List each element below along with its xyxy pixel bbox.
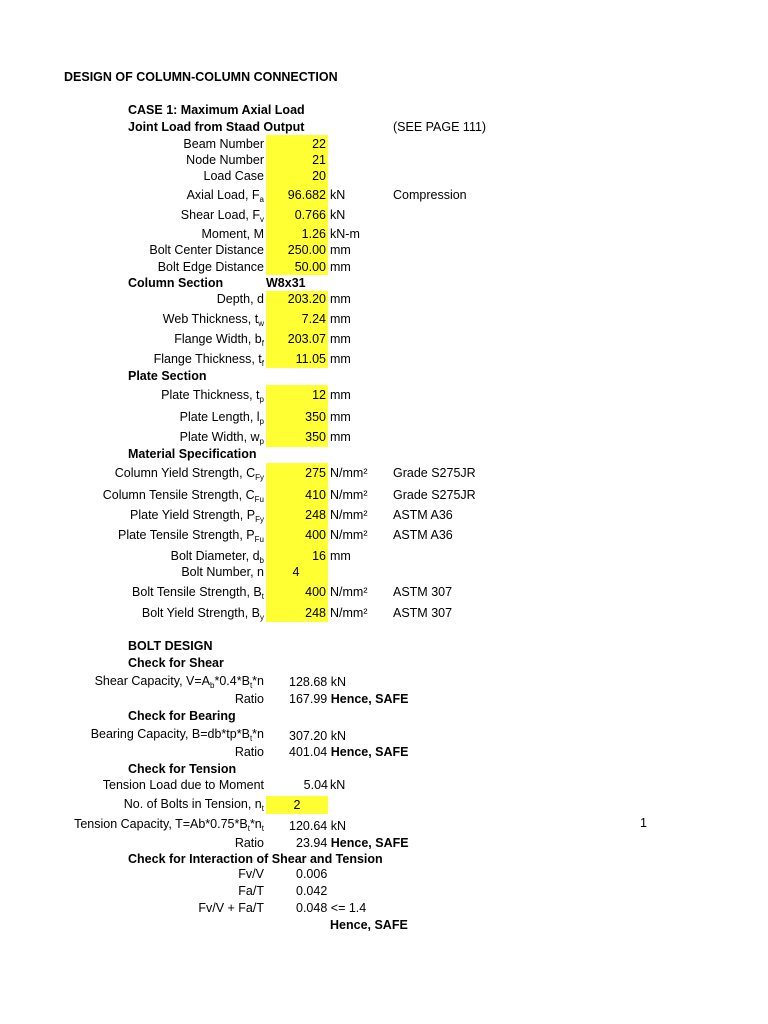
material-row-label: Plate Tensile Strength, $P_{Fu}$ [117, 528, 264, 544]
material-row-value[interactable]: 410 [305, 488, 326, 502]
material-row-label: Bolt Yield Strength, $B_y$ [141, 606, 264, 622]
plate-heading: Plate Section [128, 369, 207, 383]
see-page-note: (SEE PAGE 111) [393, 120, 487, 134]
interaction-value: 0.042 [296, 884, 328, 898]
material-row-note: ASTM A36 [393, 528, 453, 542]
interaction-value: 0.006 [296, 867, 328, 881]
material-row-label: Column Yield Strength, $C_{Fy}$ [114, 466, 264, 482]
joint-row-note: Compression [393, 188, 467, 202]
column-row-label: Flange Width, $b_f$ [174, 332, 264, 348]
column-row-unit: mm [330, 292, 351, 306]
column-row-value[interactable]: 203.07 [287, 332, 326, 346]
column-section-name: W8x31 [266, 276, 306, 290]
final-result: Hence, SAFE [330, 918, 408, 932]
material-row-label: Bolt Number, n [181, 565, 264, 579]
tension-ratio-value: 23.94 Hence, SAFE [296, 836, 409, 850]
material-row-value[interactable]: 400 [305, 585, 326, 599]
material-row-value[interactable]: 248 [305, 606, 326, 620]
material-row-label: Plate Yield Strength, $P_{Fy}$ [130, 508, 264, 524]
joint-row-label: Beam Number [183, 137, 264, 151]
joint-row-label: Bolt Center Distance [149, 243, 264, 257]
material-row-unit: N/mm² [330, 606, 368, 620]
tension-ratio-label: Ratio [234, 836, 264, 850]
shear-capacity-value: 128.68 kN [289, 675, 346, 689]
plate-row-unit: mm [330, 410, 351, 424]
column-row-label: Flange Thickness, $t_f$ [153, 352, 264, 368]
bearing-ratio-label: Ratio [234, 745, 264, 759]
tension-result: Hence, SAFE [330, 836, 409, 850]
column-row-unit: mm [330, 352, 351, 366]
interaction-label: Fa/T [238, 884, 264, 898]
column-row-value[interactable]: 203.20 [287, 292, 326, 306]
joint-row-value[interactable]: 96.682 [287, 188, 326, 202]
joint-row-unit: kN [330, 208, 346, 222]
plate-row-label: Plate Width, $w_p$ [179, 430, 264, 446]
column-heading: Column Section [128, 276, 224, 290]
joint-row-value[interactable]: 0.766 [294, 208, 326, 222]
joint-heading: Joint Load from Staad Output [128, 120, 305, 134]
material-row-label: Bolt Diameter, $d_b$ [170, 549, 264, 565]
shear-ratio-value: 167.99 Hence, SAFE [289, 692, 409, 706]
plate-row-value[interactable]: 12 [312, 388, 326, 402]
plate-row-label: Plate Thickness, $t_p$ [161, 388, 264, 404]
joint-row-unit: kN-m [330, 227, 360, 241]
column-row-value[interactable]: 7.24 [301, 312, 326, 326]
plate-row-label: Plate Length, $l_p$ [179, 410, 264, 426]
tension-heading: Check for Tension [128, 762, 237, 776]
material-row-label: Column Tensile Strength, $C_{Fu}$ [102, 488, 264, 504]
joint-row-value[interactable]: 22 [312, 137, 326, 151]
joint-row-value[interactable]: 250.00 [287, 243, 326, 257]
shear-result: Hence, SAFE [330, 692, 409, 706]
plate-row-unit: mm [330, 388, 351, 402]
tension-capacity-label: Tension Capacity, $T=Ab*0.75*B_t*n_t$ [74, 817, 264, 833]
material-row-note: ASTM 307 [393, 585, 453, 599]
material-row-value[interactable]: 248 [305, 508, 326, 522]
joint-row-label: Moment, M [201, 227, 264, 241]
tension-capacity-value: 120.64 kN [289, 819, 346, 833]
material-row-value[interactable]: 275 [305, 466, 326, 480]
shear-capacity-label: Shear Capacity, $V=A_b*0.4*B_t*n$ [94, 674, 264, 690]
joint-row-label: Load Case [203, 169, 264, 183]
plate-row-unit: mm [330, 430, 351, 444]
joint-row-value[interactable]: 1.26 [301, 227, 326, 241]
material-row-value[interactable]: 4 [292, 565, 300, 579]
plate-row-value[interactable]: 350 [305, 430, 326, 444]
tension-moment-value: 5.04 [303, 778, 328, 792]
joint-row-unit: kN [330, 188, 346, 202]
case-title: CASE 1: Maximum Axial Load [128, 103, 305, 117]
interaction-label: Fv/V + Fa/T [198, 901, 264, 915]
joint-row-label: Shear Load, $F_v$ [180, 208, 264, 224]
shear-ratio-label: Ratio [234, 692, 264, 706]
interaction-heading: Check for Interaction of Shear and Tension [128, 852, 383, 866]
bearing-heading: Check for Bearing [128, 709, 236, 723]
joint-row-value[interactable]: 50.00 [294, 260, 326, 274]
material-row-value[interactable]: 16 [312, 549, 326, 563]
bolts-tension-value: 2 [293, 798, 301, 812]
material-row-note: Grade S275JR [393, 488, 476, 502]
joint-row-unit: mm [330, 243, 351, 257]
joint-row-label: Bolt Edge Distance [157, 260, 264, 274]
tension-moment-unit: kN [330, 778, 346, 792]
column-row-label: Depth, d [216, 292, 264, 306]
material-row-unit: N/mm² [330, 528, 368, 542]
page-title: DESIGN OF COLUMN-COLUMN CONNECTION [64, 70, 338, 84]
material-row-note: Grade S275JR [393, 466, 476, 480]
bearing-capacity-label: Bearing Capacity, $B=db*tp*B_t*n$ [90, 727, 264, 743]
material-row-unit: mm [330, 549, 351, 563]
joint-row-label: Node Number [186, 153, 264, 167]
column-row-value[interactable]: 11.05 [295, 352, 326, 366]
page-number: 1 [640, 816, 647, 830]
interaction-label: Fv/V [238, 867, 264, 881]
column-row-unit: mm [330, 332, 351, 346]
plate-row-value[interactable]: 350 [305, 410, 326, 424]
material-row-unit: N/mm² [330, 508, 368, 522]
bearing-capacity-value: 307.20 kN [289, 729, 346, 743]
material-row-unit: N/mm² [330, 466, 368, 480]
material-row-note: ASTM 307 [393, 606, 453, 620]
material-row-unit: N/mm² [330, 585, 368, 599]
column-row-label: Web Thickness, $t_w$ [162, 312, 264, 328]
bolts-tension-label: No. of Bolts in Tension, $n_t$ [123, 797, 264, 813]
shear-heading: Check for Shear [128, 656, 224, 670]
joint-row-unit: mm [330, 260, 351, 274]
tension-moment-label: Tension Load due to Moment [102, 778, 264, 792]
column-row-unit: mm [330, 312, 351, 326]
joint-row-label: Axial Load, $F_a$ [186, 188, 264, 204]
bolt-design-heading: BOLT DESIGN [128, 639, 213, 653]
interaction-value: 0.048 <= 1.4 [296, 901, 367, 915]
material-row-note: ASTM A36 [393, 508, 453, 522]
material-heading: Material Specification [128, 447, 257, 461]
material-row-unit: N/mm² [330, 488, 368, 502]
joint-row-value[interactable]: 21 [312, 153, 326, 167]
bearing-ratio-value: 401.04 Hence, SAFE [289, 745, 409, 759]
material-row-label: Bolt Tensile Strength, $B_t$ [132, 585, 264, 601]
bearing-result: Hence, SAFE [330, 745, 409, 759]
material-row-value[interactable]: 400 [305, 528, 326, 542]
joint-row-value[interactable]: 20 [312, 169, 326, 183]
